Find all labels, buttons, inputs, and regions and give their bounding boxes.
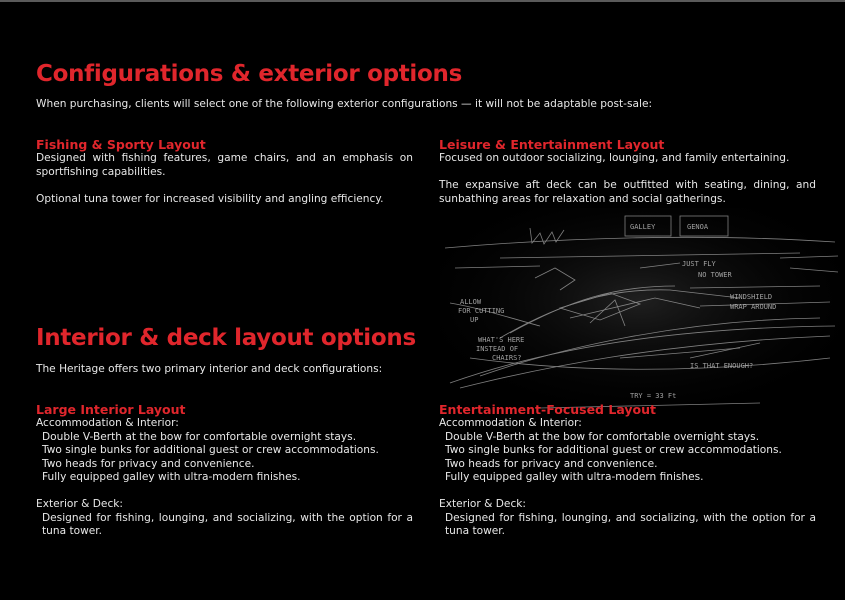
- sketch-label-chairs: CHAIRS?: [492, 354, 522, 362]
- sketch-label-up: UP: [470, 316, 479, 324]
- ent-accom-label: Accommodation & Interior:: [439, 417, 582, 429]
- sketch-label-genoa: GENOA: [687, 223, 709, 231]
- large-item-1: Double V-Berth at the bow for comfortable overnight stays.: [42, 430, 357, 443]
- ent-ext-label: Exterior & Deck:: [439, 498, 526, 510]
- sketch-label-instead-of: INSTEAD OF: [476, 345, 519, 353]
- section-title-interior: Interior & deck layout options: [36, 325, 416, 351]
- entertainment-layout-block: [439, 403, 816, 539]
- large-interior-block: [36, 403, 413, 539]
- ent-item-3: Two heads for privacy and convenience.: [445, 457, 658, 470]
- sketch-label-just-fly: JUST FLY: [682, 260, 716, 268]
- leisure-layout-title: Leisure & Entertainment Layout: [439, 137, 665, 152]
- fishing-layout-text-2: Optional tuna tower for increased visibility and angling efficiency.: [36, 192, 384, 205]
- sketch-label-windshield: WINDSHIELD: [730, 293, 773, 301]
- section-intro-interior: The Heritage offers two primary interior and deck configurations:: [36, 363, 383, 375]
- sketch-label-enough: IS THAT ENOUGH?: [690, 362, 754, 370]
- entertainment-layout-title: Entertainment-Focused Layout: [439, 402, 656, 417]
- fishing-layout-text-1: Designed with fishing features, game chairs, and an emphasis on sportfishing capabilities.: [36, 152, 413, 178]
- ent-item-4: Fully equipped galley with ultra-modern finishes.: [445, 471, 704, 483]
- sketch-label-allow: ALLOW: [460, 298, 482, 306]
- leisure-layout-text-1: Focused on outdoor socializing, lounging, and family entertaining.: [439, 152, 790, 164]
- large-item-3: Two heads for privacy and convenience.: [42, 457, 255, 470]
- sketch-label-length: TRY = 33 Ft: [630, 392, 677, 400]
- sketch-label-no-tower: NO TOWER: [698, 271, 732, 279]
- large-accom-label: Accommodation & Interior:: [36, 417, 179, 429]
- boat-concept-sketch: [440, 208, 840, 413]
- section-intro-configurations: When purchasing, clients will select one of the following exterior configurations — it will not be adaptable post-sale:: [36, 98, 653, 110]
- ent-ext-text: Designed for fishing, lounging, and socializing, with the option for a tuna tower.: [445, 511, 816, 537]
- top-border: [0, 0, 845, 2]
- large-ext-label: Exterior & Deck:: [36, 498, 123, 510]
- large-ext-text: Designed for fishing, lounging, and socializing, with the option for a tuna tower.: [42, 511, 413, 537]
- sketch-label-wrap-around: WRAP AROUND: [730, 303, 777, 311]
- sketch-label-whats-here: WHAT'S HERE: [478, 336, 525, 344]
- fishing-layout-title: Fishing & Sporty Layout: [36, 137, 206, 152]
- large-item-2: Two single bunks for additional guest or crew accommodations.: [42, 444, 379, 456]
- leisure-layout-block: [439, 138, 816, 206]
- ent-item-2: Two single bunks for additional guest or crew accommodations.: [445, 444, 782, 456]
- large-item-4: Fully equipped galley with ultra-modern finishes.: [42, 471, 301, 483]
- sketch-label-for-cutting: FOR CUTTING: [458, 307, 505, 315]
- section-title-configurations: Configurations & exterior options: [36, 61, 462, 87]
- ent-item-1: Double V-Berth at the bow for comfortable overnight stays.: [445, 430, 760, 443]
- leisure-layout-text-2: The expansive aft deck can be outfitted with seating, dining, and sunbathing areas for relaxation and social gatherings.: [439, 179, 816, 205]
- fishing-layout-block: [36, 138, 413, 206]
- large-interior-title: Large Interior Layout: [36, 402, 186, 417]
- sketch-label-galley: GALLEY: [630, 223, 656, 231]
